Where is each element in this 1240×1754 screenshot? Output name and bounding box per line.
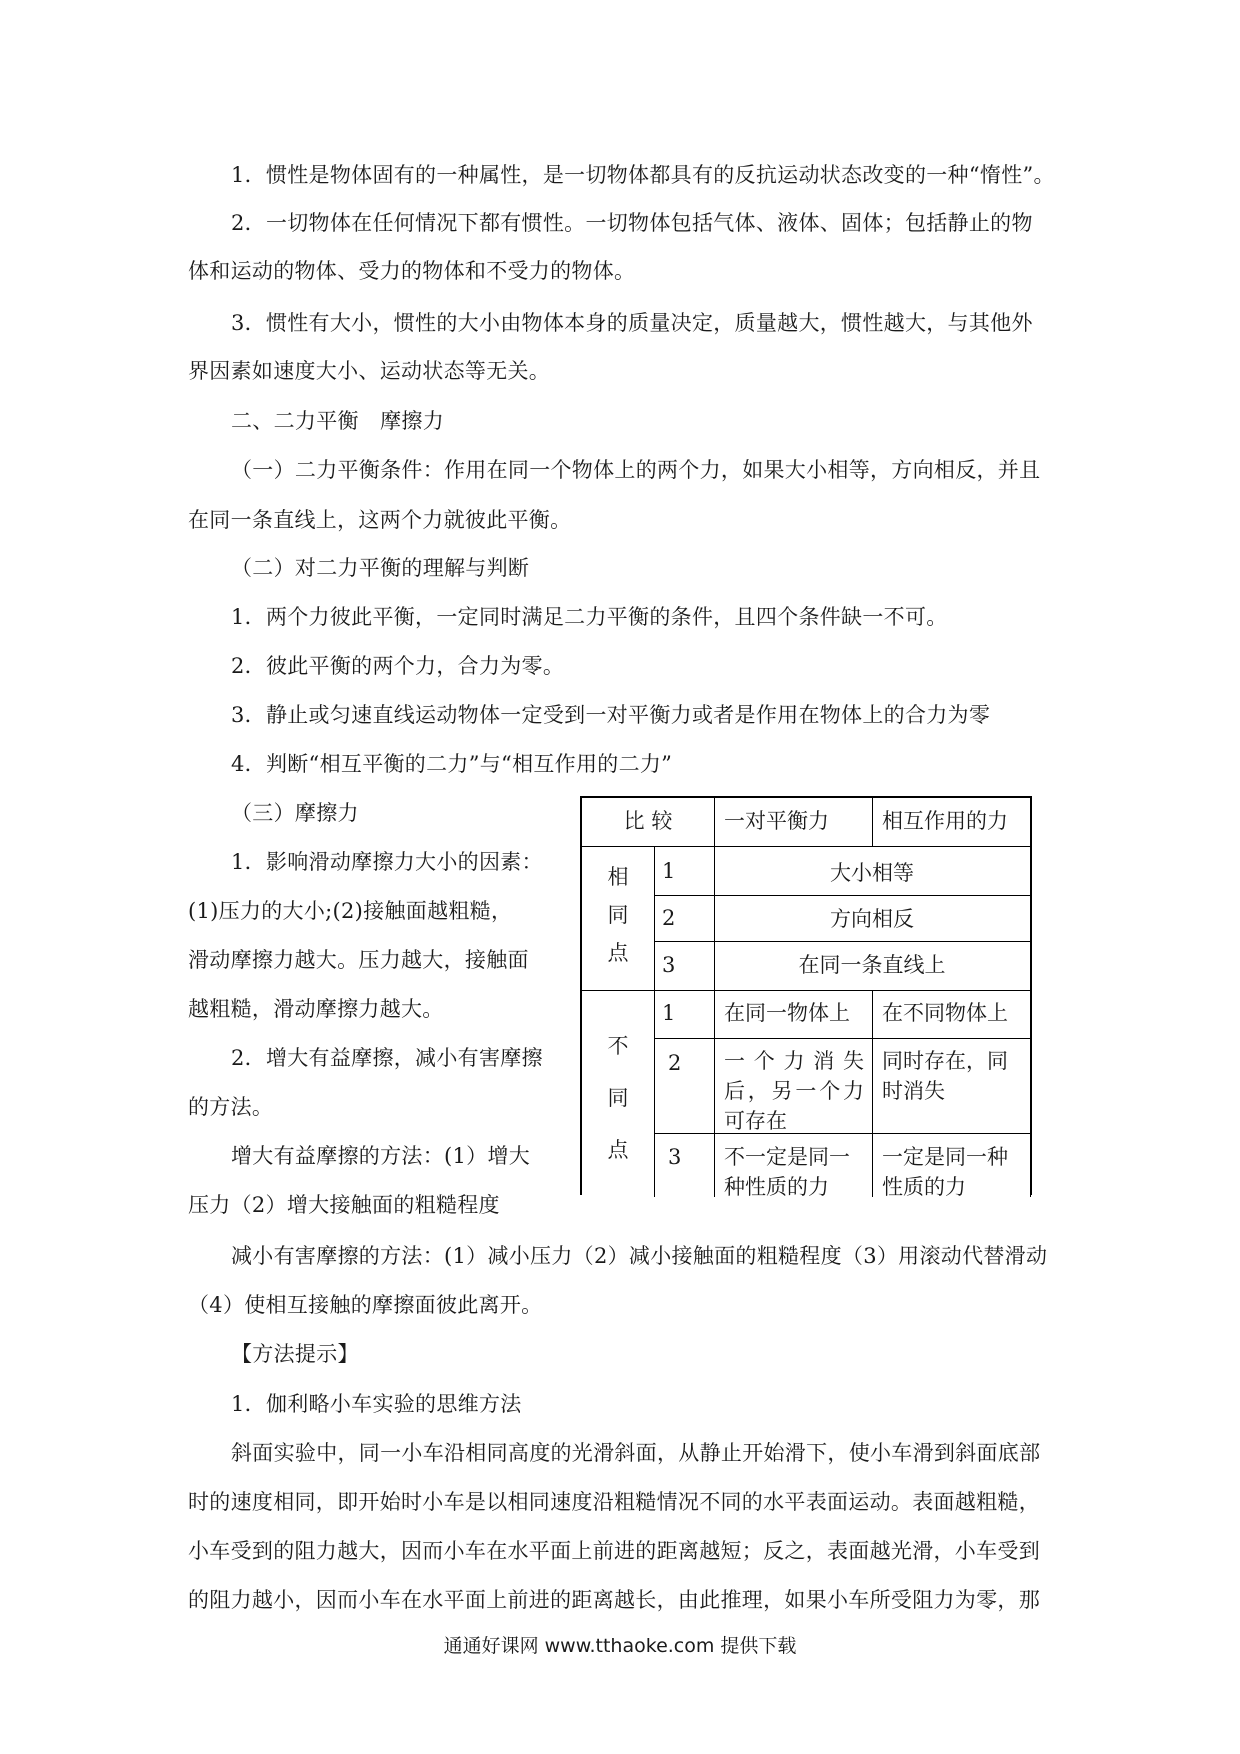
paragraph-balance-3: 3．静止或匀速直线运动物体一定受到一对平衡力或者是作用在物体上的合力为零 <box>231 703 991 727</box>
section-heading-two: 二、二力平衡 摩擦力 <box>231 409 444 433</box>
paragraph-friction-2-line1: 2．增大有益摩擦，减小有害摩擦 <box>231 1046 543 1070</box>
paragraph-balance-2: 2．彼此平衡的两个力，合力为零。 <box>231 654 565 678</box>
table-group-divider <box>582 990 1030 991</box>
table-group-diff-char: 不 <box>607 1034 629 1058</box>
page-footer: 通通好课网 www.tthaoke.com 提供下载 <box>443 1635 797 1657</box>
table-group-diff-char: 同 <box>607 1086 629 1110</box>
paragraph-friction-1-line4: 越粗糙，滑动摩擦力越大。 <box>188 997 444 1021</box>
paragraph-inertia-3-line2: 界因素如速度大小、运动状态等无关。 <box>188 359 551 383</box>
table-row-divider <box>654 1038 1030 1039</box>
paragraph-balance-condition-line2: 在同一条直线上，这两个力就彼此平衡。 <box>188 508 572 532</box>
table-row-number: 1 <box>662 1001 676 1025</box>
paragraph-galileo-line3: 小车受到的阻力越大，因而小车在水平面上前进的距离越短；反之，表面越光滑，小车受到 <box>188 1539 1040 1563</box>
table-row-number: 2 <box>668 1051 682 1075</box>
table-column-divider <box>872 798 873 846</box>
paragraph-inertia-3-line1: 3．惯性有大小，惯性的大小由物体本身的质量决定，质量越大，惯性越大，与其他外 <box>231 311 1033 335</box>
table-column-divider <box>1030 846 1031 1197</box>
paragraph-balance-4: 4．判断“相互平衡的二力”与“相互作用的二力” <box>231 752 673 776</box>
table-row-divider <box>654 895 1030 896</box>
table-row-number: 2 <box>662 906 676 930</box>
table-row-number: 3 <box>662 953 676 977</box>
table-group-diff <box>582 1020 654 1176</box>
paragraph-increase-friction-line2: 压力（2）增大接触面的粗糙程度 <box>188 1193 500 1217</box>
table-header-compare: 比 较 <box>623 809 673 833</box>
paragraph-balance-condition-line1: （一）二力平衡条件：作用在同一个物体上的两个力，如果大小相等，方向相反，并且 <box>231 458 1041 482</box>
table-group-same <box>582 858 654 972</box>
method-tip-heading: 【方法提示】 <box>231 1342 359 1366</box>
paragraph-galileo-title: 1．伽利略小车实验的思维方法 <box>231 1392 522 1416</box>
table-group-same-char: 同 <box>607 903 629 927</box>
paragraph-inertia-2-line2: 体和运动的物体、受力的物体和不受力的物体。 <box>188 259 636 283</box>
subsection-heading-three: （三）摩擦力 <box>231 801 359 825</box>
table-cell-balance: 不一定是同一种性质的力 <box>724 1145 850 1199</box>
table-cell-interaction: 一定是同一种性质的力 <box>882 1145 1008 1199</box>
table-cell-same: 在同一条直线上 <box>798 953 946 977</box>
table-cell-balance: 在同一物体上 <box>724 1001 850 1025</box>
paragraph-friction-1-line2: (1)压力的大小;(2)接触面越粗糙， <box>188 899 513 923</box>
table-column-divider <box>872 990 873 1197</box>
paragraph-inertia-2-line1: 2．一切物体在任何情况下都有惯性。一切物体包括气体、液体、固体；包括静止的物 <box>231 211 1033 235</box>
table-row-number: 3 <box>668 1145 682 1169</box>
table-cell-balance: 一个力消失后，另一个力可存在 <box>724 1049 864 1133</box>
table-group-same-char: 点 <box>607 941 629 965</box>
paragraph-decrease-friction-line2: （4）使相互接触的摩擦面彼此离开。 <box>188 1293 543 1317</box>
paragraph-galileo-line2: 时的速度相同，即开始时小车是以相同速度沿粗糙情况不同的水平表面运动。表面越粗糙， <box>188 1490 1040 1514</box>
table-group-diff-char: 点 <box>607 1138 629 1162</box>
table-column-divider <box>654 846 655 1197</box>
table-column-divider <box>714 798 715 846</box>
subsection-heading-two: （二）对二力平衡的理解与判断 <box>231 556 530 580</box>
paragraph-increase-friction-line1: 增大有益摩擦的方法：(1）增大 <box>231 1144 531 1168</box>
table-row-divider <box>654 941 1030 942</box>
paragraph-friction-2-line2: 的方法。 <box>188 1095 274 1119</box>
paragraph-inertia-1: 1．惯性是物体固有的一种属性，是一切物体都具有的反抗运动状态改变的一种“惰性”。 <box>231 163 1055 187</box>
table-cell-interaction: 同时存在，同时消失 <box>882 1049 1008 1103</box>
paragraph-friction-1-line3: 滑动摩擦力越大。压力越大，接触面 <box>188 948 529 972</box>
table-header-interaction: 相互作用的力 <box>882 809 1008 833</box>
paragraph-decrease-friction-line1: 减小有害摩擦的方法：(1）减小压力（2）减小接触面的粗糙程度（3）用滚动代替滑动 <box>231 1244 1048 1268</box>
comparison-table <box>580 796 1032 1199</box>
table-header-divider <box>582 846 1030 847</box>
paragraph-galileo-line4: 的阻力越小，因而小车在水平面上前进的距离越长，由此推理，如果小车所受阻力为零，那 <box>188 1588 1040 1612</box>
table-header-balance: 一对平衡力 <box>724 809 829 833</box>
table-cell-interaction: 在不同物体上 <box>882 1001 1008 1025</box>
table-cell-same: 方向相反 <box>830 907 914 931</box>
table-cell-same: 大小相等 <box>830 861 914 885</box>
table-row-number: 1 <box>662 859 676 883</box>
paragraph-balance-1: 1．两个力彼此平衡，一定同时满足二力平衡的条件，且四个条件缺一不可。 <box>231 605 948 629</box>
table-column-divider <box>714 846 715 1197</box>
paragraph-galileo-line1: 斜面实验中，同一小车沿相同高度的光滑斜面，从静止开始滑下，使小车滑到斜面底部 <box>231 1441 1041 1465</box>
paragraph-friction-1-line1: 1．影响滑动摩擦力大小的因素： <box>231 850 543 874</box>
table-group-same-char: 相 <box>607 865 629 889</box>
